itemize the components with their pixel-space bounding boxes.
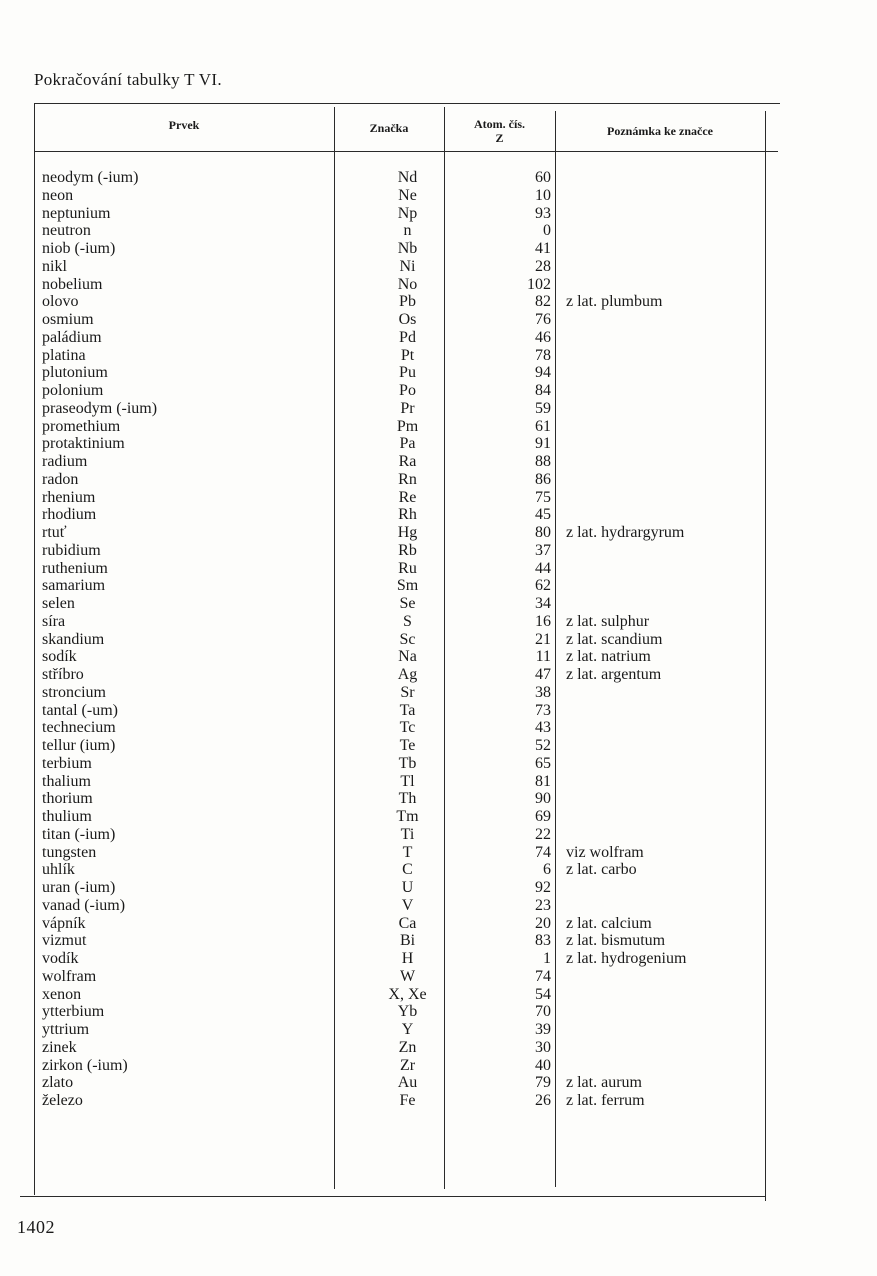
element-name: titan (-ium) <box>42 825 116 843</box>
element-symbol: X, Xe <box>388 985 427 1003</box>
table-caption: Pokračování tabulky T VI. <box>34 70 222 89</box>
atomic-number: 86 <box>535 470 551 488</box>
atomic-number: 11 <box>535 648 551 666</box>
element-name: xenon <box>42 985 82 1003</box>
element-symbol: Th <box>398 790 417 808</box>
element-symbol: Yb <box>397 1003 418 1021</box>
atomic-number: 81 <box>535 772 551 790</box>
element-name: ruthenium <box>42 559 108 577</box>
element-symbol: T <box>402 843 413 861</box>
element-symbol: Bi <box>399 932 416 950</box>
element-symbol: Nb <box>397 240 418 257</box>
element-name: vizmut <box>42 932 87 950</box>
element-symbol: H <box>401 950 414 967</box>
atomic-number: 40 <box>535 1056 551 1074</box>
atomic-number: 62 <box>535 577 551 595</box>
table-row <box>20 613 766 631</box>
element-symbol: V <box>401 896 414 914</box>
element-symbol: Pt <box>400 346 415 364</box>
atomic-number: 16 <box>535 612 551 630</box>
atomic-number: 90 <box>535 790 551 808</box>
element-symbol: Fe <box>399 1092 416 1109</box>
element-symbol: Sm <box>396 577 419 595</box>
element-symbol: Np <box>397 204 418 222</box>
table-bottom-border <box>20 1196 766 1197</box>
element-name: thulium <box>42 808 92 825</box>
element-name: neptunium <box>42 204 111 222</box>
atomic-number: 54 <box>535 985 551 1003</box>
atomic-number: 46 <box>535 328 551 346</box>
table-row <box>20 932 766 950</box>
table-row <box>20 240 766 258</box>
element-name: síra <box>42 612 66 630</box>
table-row <box>20 169 766 187</box>
atomic-number: 79 <box>535 1074 551 1092</box>
table-row <box>20 1003 766 1021</box>
table-row <box>20 684 766 702</box>
table-row <box>20 276 766 294</box>
element-name: rtuť <box>42 524 67 541</box>
element-symbol: Pd <box>399 328 416 346</box>
element-symbol: Re <box>398 488 417 506</box>
table-row <box>20 773 766 791</box>
atomic-number: 38 <box>535 683 551 701</box>
element-name: tellur (ium) <box>42 737 116 754</box>
element-name: stroncium <box>42 683 106 701</box>
element-name: niob (-ium) <box>42 240 116 257</box>
table-row <box>20 506 766 524</box>
table-row <box>20 631 766 649</box>
symbol-note: z lat. argentum <box>566 666 662 683</box>
element-symbol: Na <box>398 648 417 666</box>
element-symbol: Rn <box>398 470 417 488</box>
atomic-number: 70 <box>535 1003 551 1021</box>
table-row <box>20 648 766 666</box>
element-name: samarium <box>42 577 106 595</box>
element-name: thalium <box>42 772 91 790</box>
atomic-number: 74 <box>535 843 551 861</box>
atomic-number: 28 <box>535 257 551 275</box>
table-row <box>20 1092 766 1110</box>
atomic-number: 83 <box>535 932 551 950</box>
table-row <box>20 702 766 720</box>
element-name: protaktinium <box>42 435 125 453</box>
table-row <box>20 915 766 933</box>
element-symbol: Ca <box>398 914 417 932</box>
table-row <box>20 1021 766 1039</box>
element-name: železo <box>42 1092 83 1109</box>
atomic-number: 61 <box>535 417 551 435</box>
table-row <box>20 382 766 400</box>
element-name: radon <box>42 470 79 488</box>
element-name: praseodym (-ium) <box>42 399 158 417</box>
table-row <box>20 844 766 862</box>
atomic-number: 20 <box>535 914 551 932</box>
atomic-number: 52 <box>535 737 551 754</box>
element-symbol: Pm <box>396 417 419 435</box>
element-symbol: Ag <box>397 666 418 683</box>
element-name: ytterbium <box>42 1003 105 1021</box>
symbol-note: z lat. natrium <box>566 648 651 666</box>
table-row <box>20 755 766 773</box>
element-name: zinek <box>42 1038 77 1056</box>
atomic-number: 47 <box>535 666 551 683</box>
element-name: rubidium <box>42 541 101 559</box>
atomic-number: 37 <box>535 541 551 559</box>
element-symbol: Nd <box>397 169 418 186</box>
atomic-number: 22 <box>535 825 551 843</box>
element-symbol: Os <box>398 311 417 328</box>
atomic-number: 80 <box>535 524 551 541</box>
element-name: zirkon (-ium) <box>42 1056 128 1074</box>
element-name: radium <box>42 453 88 470</box>
table-row <box>20 453 766 471</box>
atomic-number: 74 <box>535 967 551 985</box>
table-row <box>20 719 766 737</box>
table-row <box>20 222 766 240</box>
table-row <box>20 1039 766 1057</box>
element-name: zlato <box>42 1074 74 1092</box>
header-note: Poznámka ke značce <box>607 124 713 138</box>
symbol-note: z lat. calcium <box>566 914 652 932</box>
element-symbol: S <box>403 612 412 630</box>
atomic-number: 10 <box>535 186 551 204</box>
element-symbol: Ti <box>400 825 415 843</box>
table-row <box>20 293 766 311</box>
element-symbol: Pu <box>399 364 416 382</box>
table-row <box>20 1057 766 1075</box>
atomic-number: 93 <box>535 204 551 222</box>
element-name: vápník <box>42 914 86 932</box>
table-top-border <box>34 103 780 104</box>
symbol-note: z lat. sulphur <box>566 612 650 630</box>
atomic-number: 0 <box>543 222 551 240</box>
element-name: sodík <box>42 648 77 666</box>
symbol-note: z lat. aurum <box>566 1074 642 1092</box>
atomic-number: 76 <box>535 311 551 328</box>
element-symbol: U <box>401 879 414 896</box>
atomic-number: 65 <box>535 754 551 772</box>
atomic-number: 26 <box>535 1092 551 1109</box>
element-symbol: W <box>399 967 416 985</box>
element-symbol: Rh <box>398 506 417 524</box>
element-symbol: Ni <box>399 257 416 275</box>
element-name: neon <box>42 186 74 204</box>
atomic-number: 23 <box>535 896 551 914</box>
symbol-note: z lat. hydrargyrum <box>566 524 685 541</box>
element-symbol: Y <box>401 1021 414 1038</box>
element-symbol: Pb <box>399 293 416 311</box>
atomic-number: 69 <box>535 808 551 825</box>
element-name: thorium <box>42 790 93 808</box>
atomic-number: 75 <box>535 488 551 506</box>
element-name: olovo <box>42 293 79 311</box>
table-row <box>20 1074 766 1092</box>
element-symbol: Rb <box>398 541 417 559</box>
atomic-number: 92 <box>535 879 551 896</box>
header-atomic-number <box>444 117 555 145</box>
table-row <box>20 471 766 489</box>
atomic-number: 45 <box>535 506 551 524</box>
page-number: 1402 <box>17 1217 55 1237</box>
element-symbol: Hg <box>397 524 418 541</box>
symbol-note: viz wolfram <box>566 843 644 861</box>
table-row <box>20 879 766 897</box>
element-name: rhenium <box>42 488 96 506</box>
element-symbol: C <box>402 861 413 879</box>
symbol-note: z lat. carbo <box>566 861 637 879</box>
header-element: Prvek <box>168 118 200 132</box>
element-name: vodík <box>42 950 79 967</box>
symbol-note: z lat. ferrum <box>566 1092 645 1109</box>
atomic-number: 6 <box>543 861 551 879</box>
atomic-number: 1 <box>543 950 551 967</box>
element-name: selen <box>42 595 75 612</box>
element-name: promethium <box>42 417 121 435</box>
element-symbol: Tm <box>396 808 419 825</box>
table-row <box>20 986 766 1004</box>
atomic-number: 94 <box>535 364 551 382</box>
atomic-number: 43 <box>535 719 551 737</box>
table-row <box>20 897 766 915</box>
table-row <box>20 861 766 879</box>
element-symbol: Sr <box>400 683 415 701</box>
table-row <box>20 577 766 595</box>
atomic-number: 41 <box>535 240 551 257</box>
element-name: skandium <box>42 630 105 648</box>
table-row <box>20 311 766 329</box>
table-row <box>20 347 766 365</box>
element-name: vanad (-ium) <box>42 896 126 914</box>
symbol-note: z lat. plumbum <box>566 293 663 311</box>
table-row <box>20 595 766 613</box>
element-symbol: Pr <box>400 399 415 417</box>
elements-table <box>20 103 766 1197</box>
atomic-number: 44 <box>535 559 551 577</box>
table-row <box>20 737 766 755</box>
symbol-note: z lat. bismutum <box>566 932 666 950</box>
element-symbol: Ta <box>399 701 416 719</box>
element-symbol: Zr <box>399 1056 416 1074</box>
element-symbol: No <box>397 275 418 293</box>
element-symbol: Se <box>399 595 416 612</box>
symbol-note: z lat. hydrogenium <box>566 950 687 967</box>
element-name: tantal (-um) <box>42 701 118 719</box>
table-row <box>20 329 766 347</box>
element-name: nikl <box>42 257 67 275</box>
atomic-number: 88 <box>535 453 551 470</box>
table-row <box>20 489 766 507</box>
atomic-number: 78 <box>535 346 551 364</box>
element-name: terbium <box>42 754 92 772</box>
element-name: uran (-ium) <box>42 879 116 896</box>
atomic-number: 34 <box>535 595 551 612</box>
element-symbol: Ne <box>398 186 417 204</box>
element-name: plutonium <box>42 364 108 382</box>
element-symbol: Zn <box>398 1038 417 1056</box>
atomic-number: 30 <box>535 1038 551 1056</box>
table-row <box>20 666 766 684</box>
element-symbol: Pa <box>399 435 416 453</box>
element-name: paládium <box>42 328 102 346</box>
table-row <box>20 524 766 542</box>
atomic-number: 102 <box>527 275 551 293</box>
element-symbol: Tc <box>399 719 416 737</box>
element-name: yttrium <box>42 1021 90 1038</box>
table-row <box>20 808 766 826</box>
element-symbol: Tl <box>400 772 415 790</box>
atomic-number: 84 <box>535 382 551 399</box>
table-row <box>20 205 766 223</box>
element-symbol: Tb <box>398 754 417 772</box>
element-name: rhodium <box>42 506 97 524</box>
atomic-number: 91 <box>535 435 551 453</box>
element-name: neutron <box>42 222 91 240</box>
element-symbol: Sc <box>399 630 416 648</box>
element-symbol: Au <box>397 1074 418 1092</box>
atomic-number: 21 <box>535 630 551 648</box>
table-row <box>20 258 766 276</box>
table-row <box>20 435 766 453</box>
table-row <box>20 968 766 986</box>
element-name: tungsten <box>42 843 97 861</box>
header-atomic-number-label: Atom. čís. <box>474 117 525 131</box>
symbol-note: z lat. scandium <box>566 630 663 648</box>
element-symbol: Ru <box>398 559 417 577</box>
header-separator <box>34 151 778 152</box>
element-symbol: Po <box>399 382 416 399</box>
element-name: polonium <box>42 382 104 399</box>
table-row <box>20 950 766 968</box>
element-name: platina <box>42 346 86 364</box>
atomic-number: 59 <box>535 399 551 417</box>
element-name: nobelium <box>42 275 103 293</box>
table-row <box>20 400 766 418</box>
table-row <box>20 560 766 578</box>
atomic-number: 73 <box>535 701 551 719</box>
atomic-number: 60 <box>535 169 551 186</box>
table-row <box>20 542 766 560</box>
element-name: wolfram <box>42 967 97 985</box>
element-name: technecium <box>42 719 116 737</box>
element-symbol: Ra <box>398 453 417 470</box>
table-row <box>20 187 766 205</box>
atomic-number: 82 <box>535 293 551 311</box>
header-symbol: Značka <box>369 121 409 135</box>
element-name: stříbro <box>42 666 84 683</box>
element-symbol: n <box>403 222 412 240</box>
table-row <box>20 418 766 436</box>
element-name: uhlík <box>42 861 75 879</box>
table-row <box>20 790 766 808</box>
element-name: neodym (-ium) <box>42 169 139 186</box>
atomic-number: 39 <box>535 1021 551 1038</box>
element-name: osmium <box>42 311 94 328</box>
table-row <box>20 364 766 382</box>
element-symbol: Te <box>399 737 416 754</box>
table-row <box>20 826 766 844</box>
header-atomic-number-symbol: Z <box>495 131 504 145</box>
